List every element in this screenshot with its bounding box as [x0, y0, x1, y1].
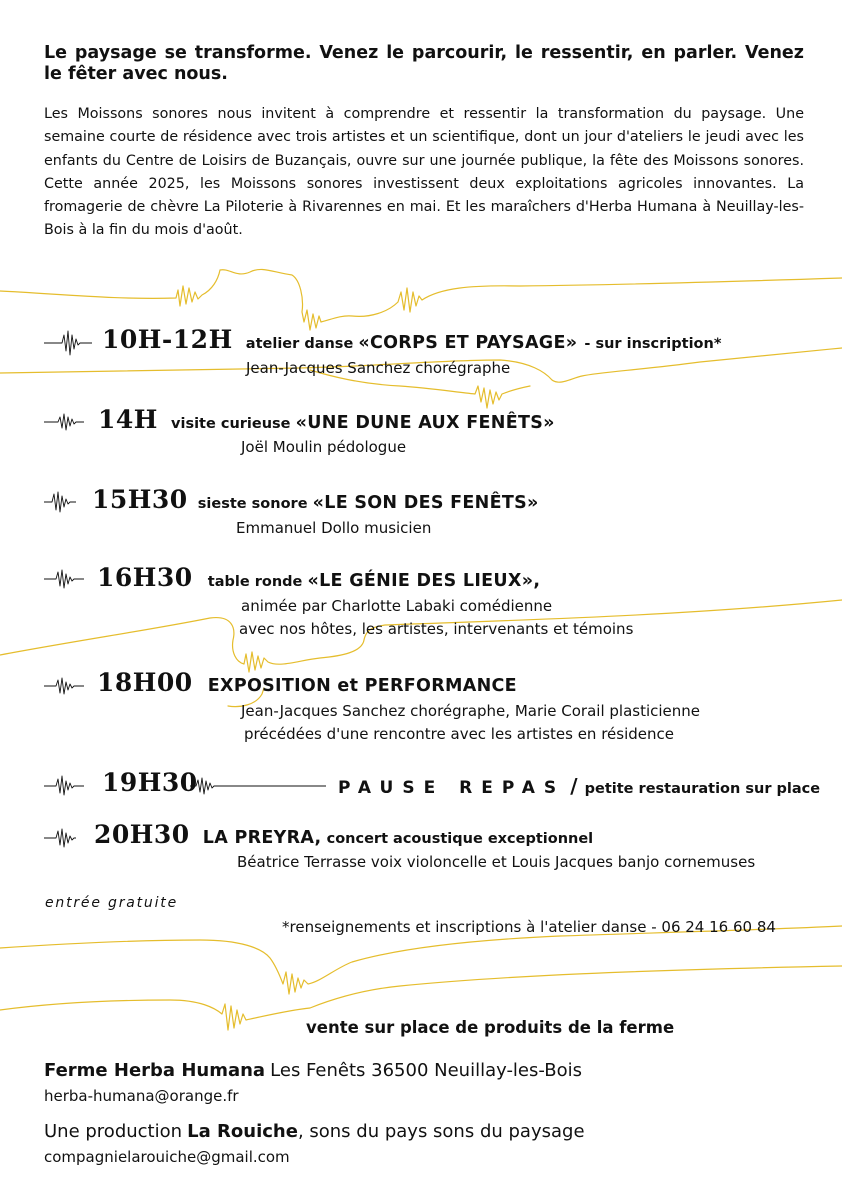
venue-email-link[interactable]: herba-humana@orange.fr	[44, 1087, 239, 1105]
time-label: 16H30	[97, 563, 193, 592]
program-item-1	[102, 325, 721, 354]
event-title: «CORPS ET PAYSAGE»	[358, 333, 578, 353]
time-label: 14H	[98, 405, 158, 434]
venue-address: Les Fenêts 36500 Neuillay-les-Bois	[270, 1060, 582, 1081]
headline: Le paysage se transforme. Venez le parcourir, le ressentir, en parler. Venez le fêter avec nous.	[44, 43, 804, 84]
event-detail: avec nos hôtes, les artistes, intervenants et témoins	[239, 620, 634, 638]
event-title: «LE GÉNIE DES LIEUX»,	[307, 571, 541, 591]
waveform-icon-8	[44, 829, 76, 847]
production-name: La Rouiche	[187, 1121, 298, 1142]
soundwave-line-top-1	[0, 269, 842, 330]
event-title: PAUSE REPAS	[338, 778, 566, 798]
event-detail: précédées d'une rencontre avec les artistes en résidence	[244, 725, 674, 743]
program-item-3	[92, 485, 539, 514]
farm-products-notice: vente sur place de produits de la ferme	[306, 1018, 675, 1037]
program-item-7	[94, 820, 593, 849]
time-label: 15H30	[92, 485, 188, 514]
venue-name: Ferme Herba Humana	[44, 1060, 266, 1081]
event-type: table ronde	[207, 574, 303, 590]
event-detail: Joël Moulin pédologue	[241, 438, 407, 456]
event-detail: Jean-Jacques Sanchez chorégraphe	[246, 359, 511, 377]
event-type: sieste sonore	[197, 496, 308, 512]
program-item-6	[338, 774, 820, 798]
event-extra: - sur inscription*	[584, 336, 722, 352]
production-tagline: , sons du pays sons du paysage	[297, 1121, 585, 1142]
waveform-icon-5	[44, 678, 84, 694]
program-item-5	[97, 668, 517, 697]
event-type: visite curieuse	[171, 416, 291, 432]
program-item-6-time	[102, 768, 198, 797]
production-email-link[interactable]: compagnielarouiche@gmail.com	[44, 1148, 290, 1166]
waveform-icon-3	[44, 492, 76, 512]
event-detail: Jean-Jacques Sanchez chorégraphe, Marie Corail plasticienne	[241, 702, 701, 720]
event-type: atelier danse	[245, 336, 354, 352]
event-detail: Béatrice Terrasse voix violoncelle et Louis Jacques banjo cornemuses	[237, 853, 756, 871]
time-label: 10H-12H	[102, 325, 233, 354]
program-item-2	[98, 405, 555, 434]
time-label: 18H00	[97, 668, 193, 697]
event-title: «UNE DUNE AUX FENÊTS»	[295, 413, 555, 433]
waveform-icon-2	[44, 414, 84, 430]
production-line	[44, 1121, 585, 1142]
event-detail: animée par Charlotte Labaki comédienne	[241, 597, 553, 615]
waveform-icon-6	[44, 776, 84, 795]
waveform-icon-7	[190, 778, 326, 794]
event-type: concert acoustique exceptionnel	[326, 831, 594, 847]
production-prefix: Une production	[44, 1121, 183, 1142]
time-label: 19H30	[102, 768, 198, 797]
soundwave-line-bottom-1	[0, 926, 842, 994]
event-title: EXPOSITION et PERFORMANCE	[207, 676, 517, 696]
event-extra: petite restauration sur place	[584, 781, 821, 797]
program-item-4	[97, 563, 540, 592]
slash-separator: /	[570, 774, 578, 798]
waveform-icon-4	[44, 570, 84, 588]
venue-line	[44, 1060, 582, 1081]
footnote: *renseignements et inscriptions à l'atelier danse - 06 24 16 60 84	[282, 918, 776, 936]
event-title: LA PREYRA,	[202, 828, 322, 848]
time-label: 20H30	[94, 820, 190, 849]
event-title: «LE SON DES FENÊTS»	[312, 493, 539, 513]
intro-paragraph: Les Moissons sonores nous invitent à comprendre et ressentir la transformation du paysage. Une semaine courte de résidence avec trois artistes et un scientifique, dont un jour d'ateliers le jeudi avec les enfants du Centre de Loisirs de Buzançais, ouvre sur une journée publique, la fête des Moissons sonores. Cette année 2025, les Moissons sonores investissent deux exploitations agricoles innovantes. La fromagerie de chèvre La Piloterie à Rivarennes en mai. Et les maraîchers d'Herba Humana à Neuillay-les-Bois à la fin du mois d'août.	[44, 106, 804, 239]
free-entry-label: entrée gratuite	[45, 895, 178, 911]
event-detail: Emmanuel Dollo musicien	[236, 519, 432, 537]
waveform-icon-1	[44, 331, 92, 355]
